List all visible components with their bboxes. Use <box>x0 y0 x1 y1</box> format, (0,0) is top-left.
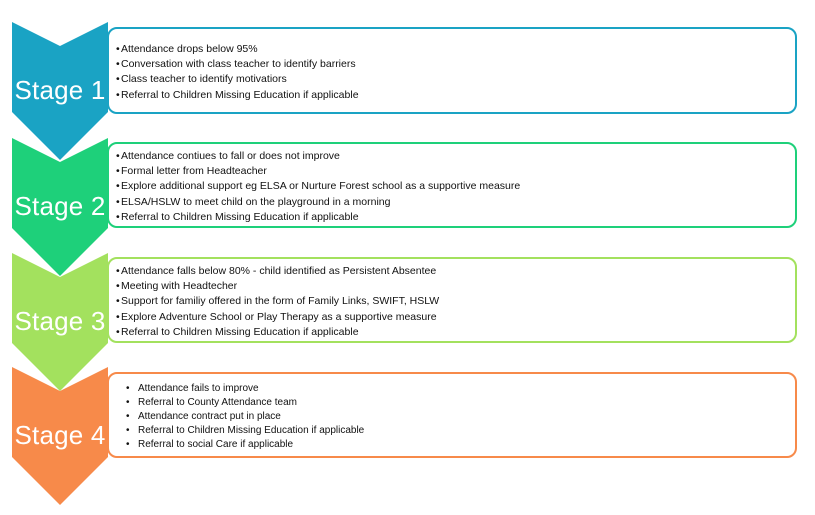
stage-2-list <box>116 149 795 225</box>
list-item: •Attendance falls below 80% - child identified as Persistent Absentee <box>116 265 437 277</box>
list-item: •Referral to Children Missing Education if applicable <box>116 88 359 101</box>
stage-2-box <box>107 142 797 228</box>
list-item: • Attendance contract put in place <box>126 411 281 422</box>
list-item: •Formal letter from Headteacher <box>116 165 267 178</box>
list-item: •Explore Adventure School or Play Therapy as a supportive measure <box>116 310 437 323</box>
stage-3-label: Stage 3 <box>14 306 106 336</box>
list-item: • Referral to Children Missing Education if applicable <box>126 425 365 436</box>
list-item: • Referral to County Attendance team <box>126 397 297 408</box>
list-item: •ELSA/HSLW to meet child on the playground in a morning <box>116 195 391 208</box>
stage-1-list <box>116 42 795 103</box>
list-item: •Explore additional support eg ELSA or Nurture Forest school as a supportive measure <box>116 180 521 193</box>
stage-4-label: Stage 4 <box>14 420 106 450</box>
list-item: • Referral to social Care if applicable <box>126 439 294 450</box>
list-item: •Class teacher to identify motivatiors <box>116 73 287 86</box>
list-item: •Referral to Children Missing Education if applicable <box>116 210 359 223</box>
list-item: • Attendance fails to improve <box>126 383 259 394</box>
stage-4-box <box>107 372 797 458</box>
list-item: •Support for familiy offered in the form of Family Links, SWIFT, HSLW <box>116 295 440 308</box>
stage-4-list <box>126 382 795 452</box>
stage-1-box <box>107 27 797 114</box>
list-item: •Meeting with Headtecher <box>116 280 238 293</box>
list-item: •Attendance drops below 95% <box>116 43 258 55</box>
stage-3-list <box>116 264 795 340</box>
stage-3-box <box>107 257 797 343</box>
stage-1-label: Stage 1 <box>14 75 106 105</box>
list-item: •Referral to Children Missing Education if applicable <box>116 325 359 338</box>
list-item: •Attendance contiues to fall or does not improve <box>116 150 340 162</box>
list-item: •Conversation with class teacher to identify barriers <box>116 58 356 71</box>
stage-2-label: Stage 2 <box>14 191 106 221</box>
